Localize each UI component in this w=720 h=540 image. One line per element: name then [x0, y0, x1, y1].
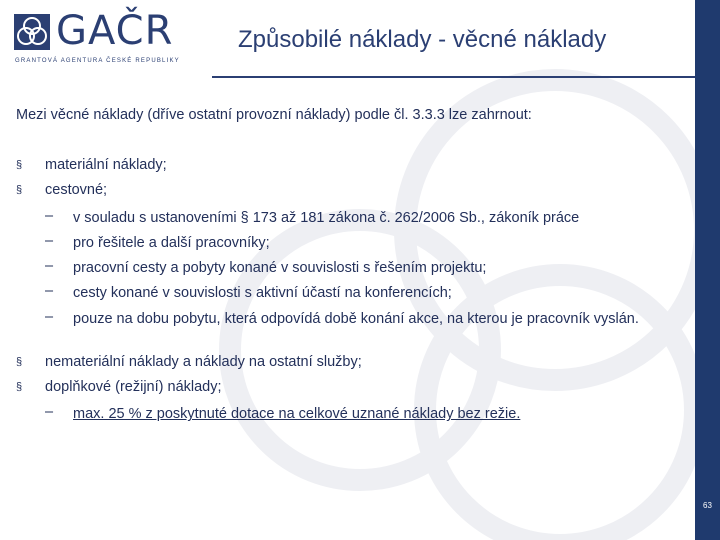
list-item [16, 182, 686, 207]
gacr-logo-icon [14, 14, 50, 50]
logo-subtitle: GRANTOVÁ AGENTURA ČESKÉ REPUBLIKY [15, 58, 180, 64]
bullet-icon: § [16, 184, 23, 197]
bullet-icon: § [16, 159, 23, 171]
sub-list-item-text: pracovní cesty a pobyty konané v souvislosti s řešením projektu; [73, 260, 487, 277]
title-underline [212, 76, 695, 78]
dash-icon: – [45, 308, 54, 325]
sub-list-item-text: pouze na dobu pobytu, která odpovídá době konání akce, na kterou je pracovník vyslán. [73, 310, 639, 327]
sub-list-item [16, 404, 686, 429]
list-item [16, 354, 686, 379]
sub-list-item-text: v souladu s ustanoveními § 173 až 181 zákona č. 262/2006 Sb., zákoník práce [73, 209, 580, 226]
list-item-text: materiální náklady; [45, 157, 167, 173]
cost-list [16, 157, 686, 430]
sub-list-item-text: pro řešitele a další pracovníky; [73, 234, 270, 251]
dash-icon: – [45, 232, 54, 249]
page-number: 63 [703, 501, 712, 510]
sub-list-item [16, 233, 686, 258]
dash-icon: – [45, 207, 54, 224]
right-side-bar [695, 0, 720, 540]
sub-list-item [16, 208, 686, 233]
sub-list-item [16, 283, 686, 308]
page-title: Způsobilé náklady - věcné náklady [238, 26, 607, 53]
list-item-text: doplňkové (režijní) náklady; [45, 379, 222, 396]
dash-icon: – [45, 258, 54, 275]
list-item [16, 379, 686, 404]
sub-list-item-text: max. 25 % z poskytnuté dotace na celkové uznané náklady bez režie. [73, 406, 521, 423]
list-item-text: nemateriální náklady a náklady na ostatní služby; [45, 353, 362, 370]
sub-list-item-text: cesty konané v souvislosti s aktivní účastí na konferencích; [73, 285, 452, 302]
sub-list-item [16, 258, 686, 283]
logo-wordmark: GAČR [56, 8, 174, 54]
list-item-text: cestovné; [45, 182, 108, 199]
list-item [16, 157, 686, 182]
bullet-icon: § [16, 381, 23, 394]
intro-text: Mezi věcné náklady (dříve ostatní provozní náklady) podle čl. 3.3.3 lze zahrnout: [16, 107, 532, 123]
sub-list-item [16, 309, 686, 354]
dash-icon: – [45, 283, 54, 300]
bullet-icon: § [16, 355, 23, 368]
dash-icon: – [45, 404, 54, 421]
